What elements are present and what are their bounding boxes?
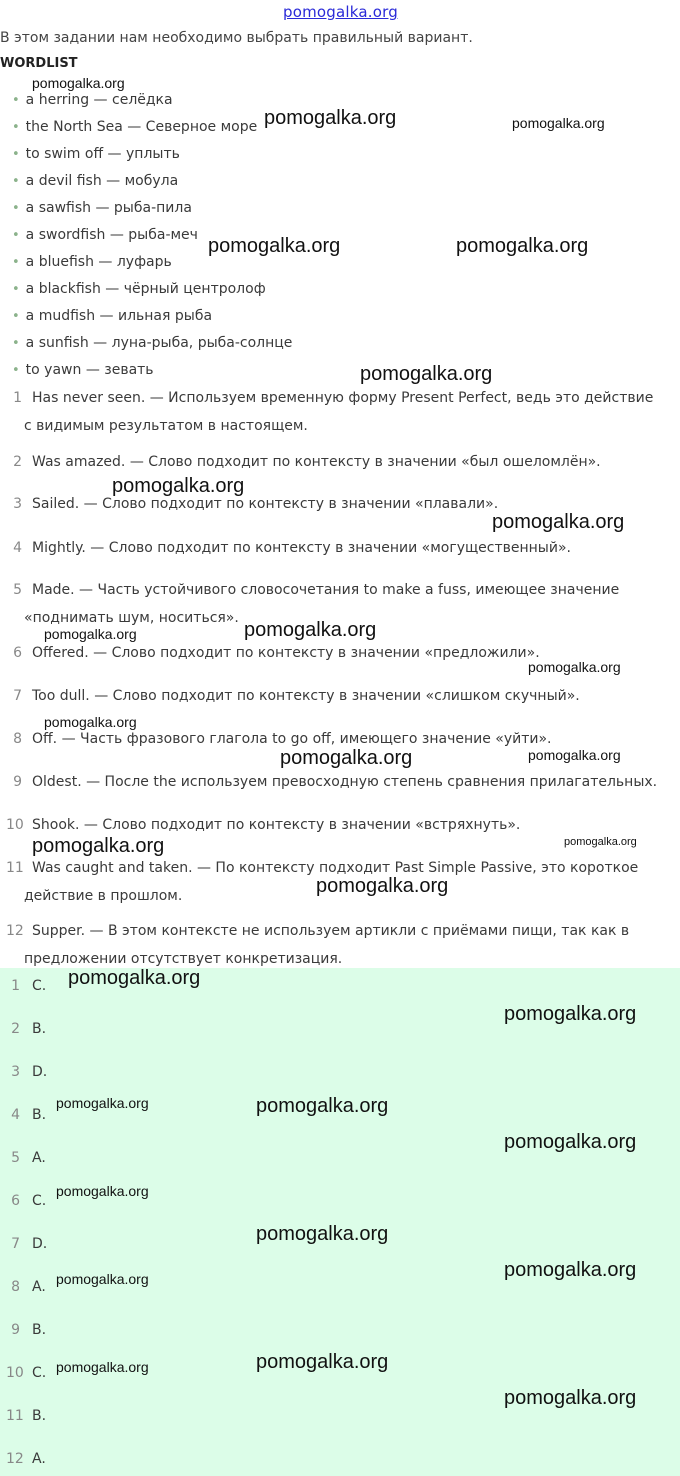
wordlist-item (12, 146, 180, 162)
answer-number: 8 (13, 731, 22, 747)
site-link[interactable]: pomogalka.org (283, 3, 398, 21)
watermark: pomogalka.org (56, 1095, 149, 1111)
option-number: 1 (11, 978, 20, 994)
wordlist-item-text: a herring — селёдка (25, 92, 173, 108)
watermark: pomogalka.org (492, 511, 625, 533)
option-number: 10 (6, 1365, 24, 1381)
watermark: pomogalka.org (112, 475, 245, 497)
bullet-icon: • (12, 174, 20, 189)
answer-text: Shook. — Слово подходит по контексту в значении «встряхнуть». (32, 817, 521, 833)
option-number: 12 (6, 1451, 24, 1467)
watermark: pomogalka.org (256, 1095, 389, 1117)
answer-item (0, 682, 676, 710)
bullet-icon: • (12, 120, 20, 135)
watermark: pomogalka.org (32, 835, 165, 857)
bullet-icon: • (12, 309, 20, 324)
bullet-icon: • (12, 201, 20, 216)
answer-text-continued: действие в прошлом. (24, 888, 183, 904)
wordlist-item (12, 173, 178, 189)
wordlist-item-text: a bluefish — луфарь (25, 254, 172, 270)
wordlist-item (12, 227, 198, 243)
answer-text: Sailed. — Слово подходит по контексту в значении «плавали». (32, 496, 499, 512)
option-number: 11 (6, 1408, 24, 1424)
answer-text: Supper. — В этом контексте не используем артикли с приёмами пищи, так как в (32, 923, 630, 939)
wordlist-item (12, 335, 292, 351)
wordlist-item (12, 119, 257, 135)
option-number: 8 (11, 1279, 20, 1295)
answer-text-continued: предложении отсутствует конкретизация. (24, 951, 343, 967)
watermark: pomogalka.org (564, 836, 637, 848)
wordlist-item (12, 308, 212, 324)
watermark: pomogalka.org (56, 1271, 149, 1287)
watermark: pomogalka.org (56, 1183, 149, 1199)
answer-text: Made. — Часть устойчивого словосочетания to make a fuss, имеющее значение (32, 582, 620, 598)
option-letter: B. (32, 1322, 47, 1338)
watermark: pomogalka.org (208, 235, 341, 257)
answer-item (0, 768, 676, 796)
wordlist-item-text: a swordfish — рыба-меч (25, 227, 198, 243)
answer-number: 12 (6, 923, 24, 939)
answer-number: 11 (6, 860, 24, 876)
watermark: pomogalka.org (360, 363, 493, 385)
wordlist-item (12, 362, 154, 378)
answer-text: Offered. — Слово подходит по контексту в значении «предложили». (32, 645, 540, 661)
watermark: pomogalka.org (528, 747, 621, 763)
answer-text-continued: с видимым результатом в настоящем. (24, 418, 308, 434)
answer-number: 9 (13, 774, 22, 790)
watermark: pomogalka.org (244, 619, 377, 641)
option-number: 5 (11, 1150, 20, 1166)
option-number: 3 (11, 1064, 20, 1080)
wordlist-item-text: a sunfish — луна-рыба, рыба-солнце (25, 335, 293, 351)
option-letter: A. (32, 1279, 46, 1295)
watermark: pomogalka.org (512, 115, 605, 131)
option-number: 6 (11, 1193, 20, 1209)
answer-text: Was amazed. — Слово подходит по контексту в значении «был ошеломлён». (32, 454, 601, 470)
wordlist-title: WORDLIST (0, 56, 78, 71)
watermark: pomogalka.org (44, 626, 137, 642)
answer-number: 1 (13, 390, 22, 406)
bullet-icon: • (12, 147, 20, 162)
option-letter: A. (32, 1451, 46, 1467)
watermark: pomogalka.org (316, 875, 449, 897)
answer-text: Mightly. — Слово подходит по контексту в значении «могущественный». (32, 540, 571, 556)
option-letter: D. (32, 1064, 48, 1080)
wordlist-item (12, 92, 173, 108)
watermark: pomogalka.org (256, 1351, 389, 1373)
wordlist-item-text: a sawfish — рыба-пила (25, 200, 192, 216)
watermark: pomogalka.org (256, 1223, 389, 1245)
watermark: pomogalka.org (264, 107, 397, 129)
watermark: pomogalka.org (56, 1359, 149, 1375)
option-letter: B. (32, 1021, 47, 1037)
answer-text: Off. — Часть фразового глагола to go off, имеющего значение «уйти». (32, 731, 552, 747)
wordlist-item (12, 281, 266, 297)
answer-item (0, 534, 676, 562)
bullet-icon: • (12, 93, 20, 108)
wordlist-item (12, 254, 172, 270)
wordlist-item-text: to yawn — зевать (25, 362, 154, 378)
answer-text: Too dull. — Слово подходит по контексту в значении «слишком скучный». (32, 688, 580, 704)
wordlist-item-text: a blackfish — чёрный центролоф (25, 281, 266, 297)
bullet-icon: • (12, 255, 20, 270)
option-letter: C. (32, 1193, 47, 1209)
option-letter: A. (32, 1150, 46, 1166)
option-number: 2 (11, 1021, 20, 1037)
answer-text: Has never seen. — Используем временную форму Present Perfect, ведь это действие (32, 390, 654, 406)
wordlist-item-text: the North Sea — Северное море (25, 119, 258, 135)
watermark: pomogalka.org (504, 1387, 637, 1409)
answer-number: 4 (13, 540, 22, 556)
answer-text: Was caught and taken. — По контексту подходит Past Simple Passive, это короткое (32, 860, 639, 876)
bullet-icon: • (12, 363, 20, 378)
watermark: pomogalka.org (68, 967, 201, 989)
intro-text: В этом задании нам необходимо выбрать правильный вариант. (0, 30, 473, 46)
option-letter: C. (32, 1365, 47, 1381)
option-number: 7 (11, 1236, 20, 1252)
answer-number: 6 (13, 645, 22, 661)
option-letter: B. (32, 1408, 47, 1424)
watermark: pomogalka.org (504, 1259, 637, 1281)
bullet-icon: • (12, 228, 20, 243)
wordlist-item-text: a mudfish — ильная рыба (25, 308, 213, 324)
watermark: pomogalka.org (504, 1003, 637, 1025)
wordlist-item-text: to swim off — уплыть (25, 146, 180, 162)
option-number: 4 (11, 1107, 20, 1123)
bullet-icon: • (12, 336, 20, 351)
answer-number: 2 (13, 454, 22, 470)
answer-number: 5 (13, 582, 22, 598)
bullet-icon: • (12, 282, 20, 297)
answer-number: 3 (13, 496, 22, 512)
answer-item (0, 384, 676, 440)
watermark: pomogalka.org (456, 235, 589, 257)
watermark: pomogalka.org (44, 714, 137, 730)
wordlist-item-text: a devil fish — мобула (25, 173, 179, 189)
wordlist-item (12, 200, 192, 216)
watermark: pomogalka.org (280, 747, 413, 769)
watermark: pomogalka.org (528, 659, 621, 675)
option-number: 9 (11, 1322, 20, 1338)
answer-number: 10 (6, 817, 24, 833)
answer-number: 7 (13, 688, 22, 704)
option-letter: B. (32, 1107, 47, 1123)
watermark: pomogalka.org (32, 75, 125, 91)
option-letter: D. (32, 1236, 48, 1252)
answer-item (0, 448, 676, 476)
answer-text: Oldest. — После the используем превосходную степень сравнения прилагательных. (32, 774, 658, 790)
answer-text-continued: «поднимать шум, носиться». (24, 610, 239, 626)
option-letter: C. (32, 978, 47, 994)
answer-item (0, 917, 676, 973)
watermark: pomogalka.org (504, 1131, 637, 1153)
